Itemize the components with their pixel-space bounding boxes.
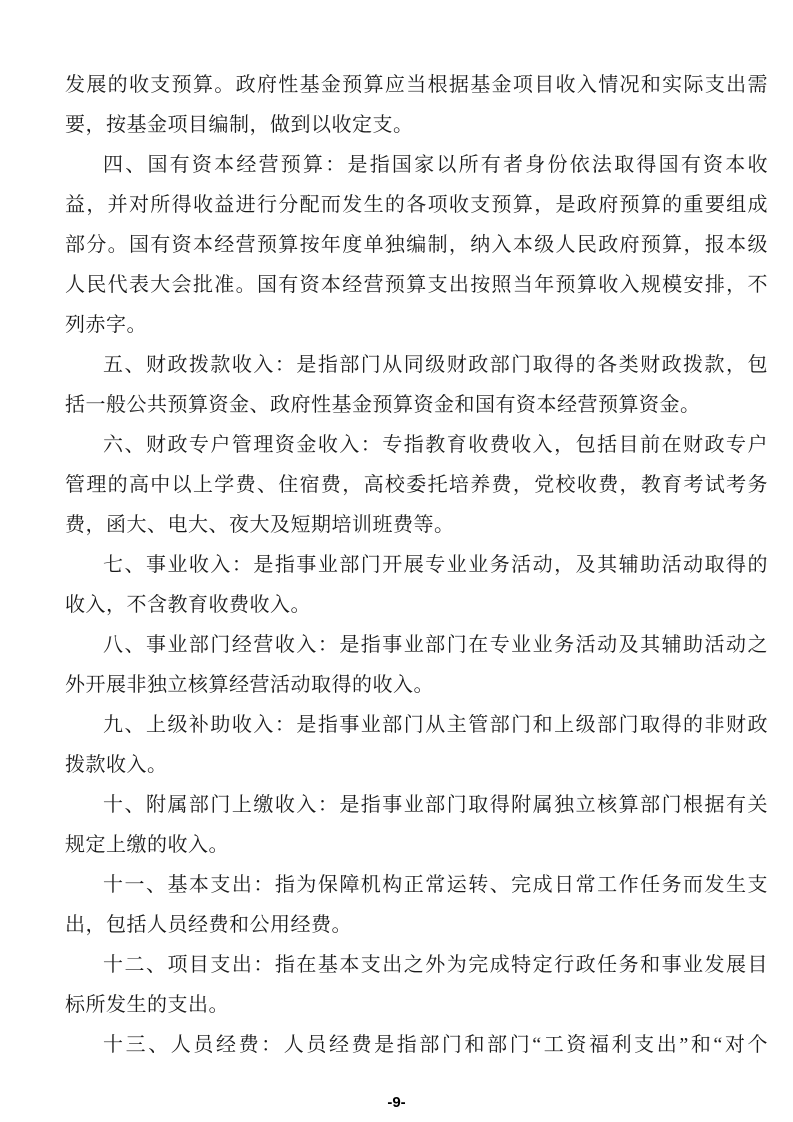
body-text (65, 65, 768, 1065)
text-line: 部分。国有资本经营预算按年度单独编制，纳入本级人民政府预算，报本级 (65, 234, 768, 256)
text-line: 五、财政拨款收入：是指部门从同级财政部门取得的各类财政拨款，包 (103, 354, 768, 376)
text-line: 十二、项目支出：指在基本支出之外为完成特定行政任务和事业发展目 (103, 954, 768, 976)
text-line: 拨款收入。 (65, 754, 168, 776)
text-line: 规定上缴的收入。 (65, 834, 229, 856)
text-line: 外开展非独立核算经营活动取得的收入。 (65, 674, 434, 696)
text-line: 益，并对所得收益进行分配而发生的各项收支预算，是政府预算的重要组成 (65, 194, 768, 216)
text-line: 标所发生的支出。 (65, 994, 229, 1016)
text-line: 十一、基本支出：指为保障机构正常运转、完成日常工作任务而发生支 (103, 874, 768, 896)
text-line: 九、上级补助收入：是指事业部门从主管部门和上级部门取得的非财政 (103, 714, 768, 736)
text-line: 括一般公共预算资金、政府性基金预算资金和国有资本经营预算资金。 (65, 394, 701, 416)
text-line: 人民代表大会批准。国有资本经营预算支出按照当年预算收入规模安排，不 (65, 274, 768, 296)
text-line: 六、财政专户管理资金收入：专指教育收费收入，包括目前在财政专户 (103, 434, 768, 456)
page-number: -9- (387, 1094, 406, 1111)
text-line: 十三、人员经费：人员经费是指部门和部门“工资福利支出”和“对个 (103, 1034, 768, 1056)
text-line: 费，函大、电大、夜大及短期培训班费等。 (65, 514, 455, 536)
text-line: 八、事业部门经营收入：是指事业部门在专业业务活动及其辅助活动之 (103, 634, 768, 656)
text-line: 列赤字。 (65, 314, 147, 336)
text-line: 七、事业收入：是指事业部门开展专业业务活动，及其辅助活动取得的 (103, 554, 768, 576)
text-line: 收入，不含教育收费收入。 (65, 594, 311, 616)
text-line: 发展的收支预算。政府性基金预算应当根据基金项目收入情况和实际支出需 (65, 74, 768, 96)
text-line: 管理的高中以上学费、住宿费，高校委托培养费，党校收费，教育考试考务 (65, 474, 768, 496)
text-line: 十、附属部门上缴收入：是指事业部门取得附属独立核算部门根据有关 (103, 794, 768, 816)
text-line: 要，按基金项目编制，做到以收定支。 (65, 114, 414, 136)
text-line: 出，包括人员经费和公用经费。 (65, 914, 352, 936)
text-line: 四、国有资本经营预算：是指国家以所有者身份依法取得国有资本收 (103, 154, 768, 176)
